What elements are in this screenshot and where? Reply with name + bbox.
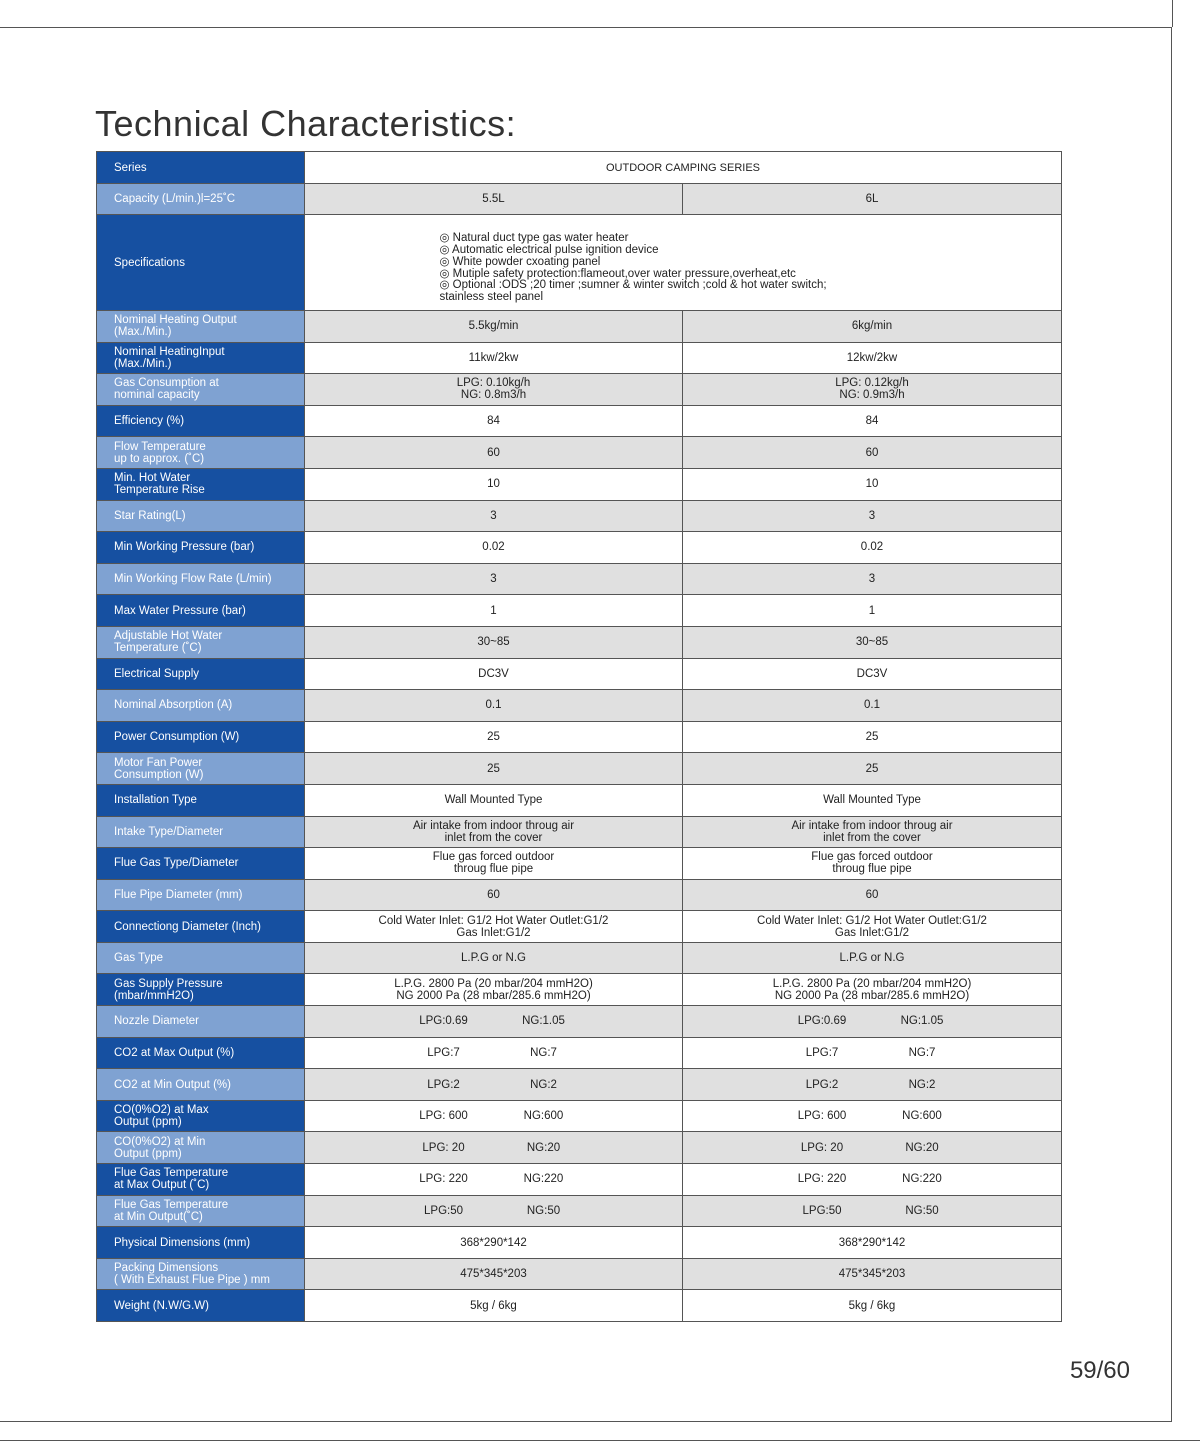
row-value xyxy=(305,1100,683,1132)
table-row xyxy=(97,1069,1062,1101)
row-value: Flue gas forced outdoor throug flue pipe xyxy=(683,848,1062,880)
row-value: 0.1 xyxy=(683,690,1062,722)
row-value: L.P.G. 2800 Pa (20 mbar/204 mmH2O) NG 2000 Pa (28 mbar/285.6 mmH2O) xyxy=(683,974,1062,1006)
table-row xyxy=(97,753,1062,785)
table-row xyxy=(97,879,1062,911)
lpg-value: LPG: 220 xyxy=(419,1173,468,1186)
row-value: 11kw/2kw xyxy=(305,342,683,374)
row-label: Gas Supply Pressure (mbar/mmH2O) xyxy=(97,974,305,1006)
lpg-value: LPG:0.69 xyxy=(797,1015,847,1028)
ng-value: NG:600 xyxy=(523,1110,564,1123)
row-label: Min Working Pressure (bar) xyxy=(97,532,305,564)
row-value: 10 xyxy=(683,468,1062,500)
row-value xyxy=(683,1164,1062,1196)
row-label: Nominal HeatingInput (Max./Min.) xyxy=(97,342,305,374)
table-row xyxy=(97,848,1062,880)
row-value xyxy=(683,1069,1062,1101)
row-value: 25 xyxy=(683,753,1062,785)
table-row xyxy=(97,311,1062,343)
row-value: Cold Water Inlet: G1/2 Hot Water Outlet:G1/2 Gas Inlet:G1/2 xyxy=(305,911,683,943)
lpg-value: LPG:0.69 xyxy=(419,1015,468,1028)
frame-bottom-line xyxy=(0,1440,1200,1441)
table-row-series xyxy=(97,152,1062,184)
lpg-value: LPG: 600 xyxy=(797,1110,847,1123)
row-value: 3 xyxy=(305,563,683,595)
value-pair xyxy=(683,1079,1061,1091)
row-value: L.P.G or N.G xyxy=(305,942,683,974)
row-value xyxy=(683,1100,1062,1132)
row-label: Gas Type xyxy=(97,942,305,974)
row-value: 60 xyxy=(683,437,1062,469)
row-value xyxy=(305,1037,683,1069)
row-label: Electrical Supply xyxy=(97,658,305,690)
value-pair xyxy=(683,1110,1061,1122)
value-pair xyxy=(305,1015,682,1027)
row-label: Weight (N.W/G.W) xyxy=(97,1290,305,1322)
row-value: 30~85 xyxy=(683,626,1062,658)
row-value xyxy=(305,1195,683,1227)
row-label: Min Working Flow Rate (L/min) xyxy=(97,563,305,595)
row-value: 25 xyxy=(305,721,683,753)
row-value: 25 xyxy=(683,721,1062,753)
row-label: Intake Type/Diameter xyxy=(97,816,305,848)
table-row xyxy=(97,1258,1062,1290)
table-row xyxy=(97,626,1062,658)
row-value xyxy=(683,1037,1062,1069)
row-value: 6kg/min xyxy=(683,311,1062,343)
row-label: Installation Type xyxy=(97,784,305,816)
lpg-value: LPG: 600 xyxy=(419,1110,468,1123)
frame-top-line xyxy=(1172,0,1173,27)
row-label: Capacity (L/min.)l=25˚C xyxy=(97,184,305,215)
row-label: CO2 at Min Output (%) xyxy=(97,1069,305,1101)
table-row xyxy=(97,1227,1062,1259)
table-row xyxy=(97,690,1062,722)
row-value xyxy=(305,1164,683,1196)
row-value: 5.5kg/min xyxy=(305,311,683,343)
row-value xyxy=(305,1006,683,1038)
row-label: Connectiong Diameter (Inch) xyxy=(97,911,305,943)
lpg-value: LPG:50 xyxy=(424,1204,463,1217)
row-value: 84 xyxy=(305,405,683,437)
row-value: L.P.G or N.G xyxy=(683,942,1062,974)
row-label: Specifications xyxy=(97,215,305,311)
row-value: 368*290*142 xyxy=(305,1227,683,1259)
ng-value: NG:1.05 xyxy=(522,1015,565,1028)
table-row xyxy=(97,1164,1062,1196)
row-label: Max Water Pressure (bar) xyxy=(97,595,305,627)
row-value xyxy=(683,1132,1062,1164)
row-label: CO(0%O2) at Min Output (ppm) xyxy=(97,1132,305,1164)
row-label: Nominal Heating Output (Max./Min.) xyxy=(97,311,305,343)
table-row xyxy=(97,405,1062,437)
table-row xyxy=(97,374,1062,406)
row-value: Cold Water Inlet: G1/2 Hot Water Outlet:G1/2 Gas Inlet:G1/2 xyxy=(683,911,1062,943)
table-row-specifications xyxy=(97,215,1062,311)
table-row xyxy=(97,816,1062,848)
row-value xyxy=(305,1069,683,1101)
row-value: Wall Mounted Type xyxy=(683,784,1062,816)
row-label: CO(0%O2) at Max Output (ppm) xyxy=(97,1100,305,1132)
value-pair xyxy=(683,1142,1061,1154)
spec-table xyxy=(96,151,1062,1322)
row-value xyxy=(305,1132,683,1164)
value-pair xyxy=(683,1205,1061,1217)
row-value: 5kg / 6kg xyxy=(683,1290,1062,1322)
lpg-value: LPG:7 xyxy=(427,1046,460,1059)
value-pair xyxy=(305,1142,682,1154)
row-value: DC3V xyxy=(683,658,1062,690)
row-value: 0.02 xyxy=(305,532,683,564)
lpg-value: LPG: 220 xyxy=(797,1173,847,1186)
value-pair xyxy=(683,1047,1061,1059)
table-row xyxy=(97,784,1062,816)
value-pair xyxy=(305,1047,682,1059)
row-label: Flue Gas Temperature at Min Output(˚C) xyxy=(97,1195,305,1227)
value-pair xyxy=(683,1015,1061,1027)
value-pair xyxy=(305,1110,682,1122)
row-value: 5kg / 6kg xyxy=(305,1290,683,1322)
row-value: 0.02 xyxy=(683,532,1062,564)
table-row xyxy=(97,974,1062,1006)
ng-value: NG:1.05 xyxy=(900,1015,944,1028)
row-value: 25 xyxy=(305,753,683,785)
ng-value: NG:220 xyxy=(523,1173,564,1186)
row-value: 84 xyxy=(683,405,1062,437)
row-label: CO2 at Max Output (%) xyxy=(97,1037,305,1069)
value-pair xyxy=(305,1079,682,1091)
ng-value: NG:20 xyxy=(526,1141,561,1154)
specifications-cell xyxy=(305,215,1062,311)
row-value: 60 xyxy=(683,879,1062,911)
row-label: Star Rating(L) xyxy=(97,500,305,532)
ng-value: NG:2 xyxy=(530,1078,557,1091)
ng-value: NG:600 xyxy=(902,1110,942,1123)
row-value: 10 xyxy=(305,468,683,500)
row-label: Flue Pipe Diameter (mm) xyxy=(97,879,305,911)
value-pair xyxy=(305,1205,682,1217)
row-label: Min. Hot Water Temperature Rise xyxy=(97,468,305,500)
row-value: 3 xyxy=(305,500,683,532)
ng-value: NG:50 xyxy=(526,1204,561,1217)
ng-value: NG:220 xyxy=(902,1173,942,1186)
lpg-value: LPG:2 xyxy=(805,1078,839,1091)
table-row xyxy=(97,1100,1062,1132)
row-value: LPG: 0.10kg/h NG: 0.8m3/h xyxy=(305,374,683,406)
ng-value: NG:7 xyxy=(908,1046,936,1059)
page-number: 59/60 xyxy=(1069,1357,1130,1384)
row-value: DC3V xyxy=(305,658,683,690)
row-value: LPG: 0.12kg/h NG: 0.9m3/h xyxy=(683,374,1062,406)
table-row xyxy=(97,342,1062,374)
row-label: Packing Dimensions ( With Exhaust Flue Pipe ) mm xyxy=(97,1258,305,1290)
table-row xyxy=(97,500,1062,532)
table-row xyxy=(97,595,1062,627)
capacity-value: 6L xyxy=(683,184,1062,215)
row-label: Physical Dimensions (mm) xyxy=(97,1227,305,1259)
row-label: Adjustable Hot Water Temperature (˚C) xyxy=(97,626,305,658)
capacity-value: 5.5L xyxy=(305,184,683,215)
lpg-value: LPG:2 xyxy=(427,1078,460,1091)
row-value: 60 xyxy=(305,879,683,911)
row-value: 475*345*203 xyxy=(305,1258,683,1290)
table-row xyxy=(97,468,1062,500)
series-value: OUTDOOR CAMPING SERIES xyxy=(305,152,1062,184)
table-row xyxy=(97,1195,1062,1227)
row-value: Air intake from indoor throug air inlet from the cover xyxy=(305,816,683,848)
value-pair xyxy=(683,1173,1061,1185)
row-value: Air intake from indoor throug air inlet from the cover xyxy=(683,816,1062,848)
row-value xyxy=(683,1006,1062,1038)
page-title: Technical Characteristics: xyxy=(95,103,517,144)
row-value: L.P.G. 2800 Pa (20 mbar/204 mmH2O) NG 2000 Pa (28 mbar/285.6 mmH2O) xyxy=(305,974,683,1006)
row-label: Series xyxy=(97,152,305,184)
row-value: 3 xyxy=(683,563,1062,595)
row-value: 30~85 xyxy=(305,626,683,658)
ng-value: NG:20 xyxy=(905,1141,939,1154)
row-value xyxy=(683,1195,1062,1227)
table-row xyxy=(97,1132,1062,1164)
row-value: 12kw/2kw xyxy=(683,342,1062,374)
row-value: 1 xyxy=(683,595,1062,627)
row-label: Flow Temperature up to approx. (˚C) xyxy=(97,437,305,469)
row-label: Flue Gas Temperature at Max Output (˚C) xyxy=(97,1164,305,1196)
table-row xyxy=(97,532,1062,564)
row-label: Efficiency (%) xyxy=(97,405,305,437)
row-value: Flue gas forced outdoor throug flue pipe xyxy=(305,848,683,880)
row-value: 60 xyxy=(305,437,683,469)
lpg-value: LPG:7 xyxy=(805,1046,839,1059)
table-row xyxy=(97,1037,1062,1069)
row-value: 475*345*203 xyxy=(683,1258,1062,1290)
row-value: 3 xyxy=(683,500,1062,532)
table-row xyxy=(97,437,1062,469)
row-label: Gas Consumption at nominal capacity xyxy=(97,374,305,406)
table-row xyxy=(97,942,1062,974)
row-value: 1 xyxy=(305,595,683,627)
value-pair xyxy=(305,1173,682,1185)
table-row-capacity xyxy=(97,184,1062,215)
ng-value: NG:2 xyxy=(908,1078,936,1091)
row-value: 0.1 xyxy=(305,690,683,722)
row-value: 368*290*142 xyxy=(683,1227,1062,1259)
specifications-list: ◎ Natural duct type gas water heater ◎ Automatic electrical pulse ignition device ◎ White powder cxoating panel ◎ Mutiple safety protection:flameout,over water pressure,overheat,etc ◎ Optional :ODS ;20 timer ;sumner & winter switch ;cold & hot water switch; stainless steel panel xyxy=(439,232,827,304)
lpg-value: LPG: 20 xyxy=(422,1141,465,1154)
table-row xyxy=(97,911,1062,943)
table-row xyxy=(97,658,1062,690)
ng-value: NG:7 xyxy=(530,1046,557,1059)
row-label: Motor Fan Power Consumption (W) xyxy=(97,753,305,785)
row-value: Wall Mounted Type xyxy=(305,784,683,816)
ng-value: NG:50 xyxy=(905,1204,939,1217)
table-row xyxy=(97,721,1062,753)
table-row xyxy=(97,1290,1062,1322)
lpg-value: LPG: 20 xyxy=(800,1141,844,1154)
row-label: Flue Gas Type/Diameter xyxy=(97,848,305,880)
table-row xyxy=(97,1006,1062,1038)
row-label: Nozzle Diameter xyxy=(97,1006,305,1038)
lpg-value: LPG:50 xyxy=(802,1204,842,1217)
table-row xyxy=(97,563,1062,595)
row-label: Power Consumption (W) xyxy=(97,721,305,753)
row-label: Nominal Absorption (A) xyxy=(97,690,305,722)
